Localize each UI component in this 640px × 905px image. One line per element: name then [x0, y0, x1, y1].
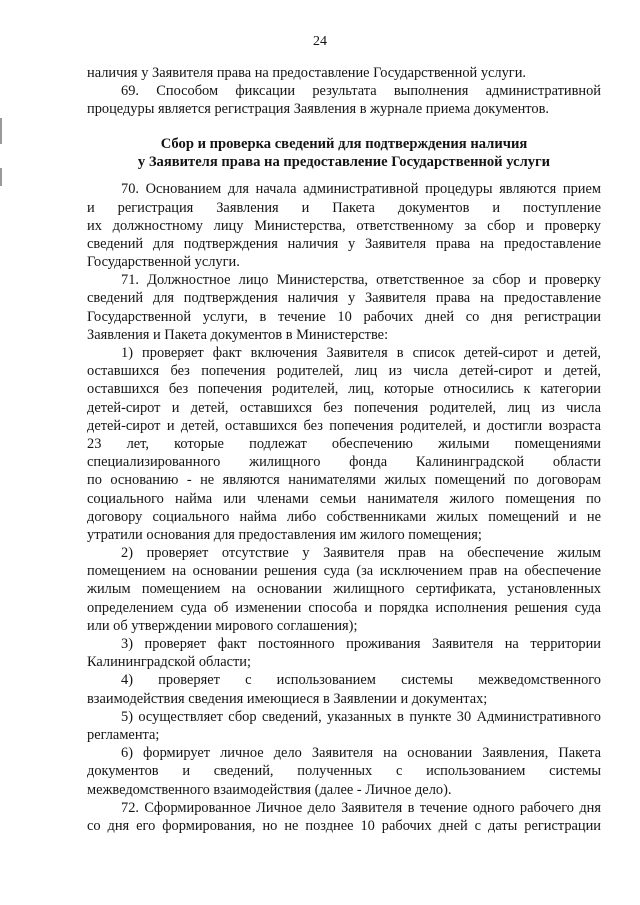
paragraph-line: специализированного жилищного фонда Калининградской области — [87, 454, 601, 471]
section-heading: Сбор и проверка сведений для подтверждения наличия — [160, 135, 528, 152]
paragraph-line: Государственной услуги. — [87, 254, 240, 271]
paragraph-line: со дня его формирования, но не позднее 10 рабочих дней с даты регистрации — [87, 817, 601, 834]
paragraph-line: жилым помещением на основании жилищного сертификата, установленных — [87, 581, 601, 598]
paragraph-line: документов и сведений, полученных с использованием системы — [87, 763, 601, 780]
paragraph-line: Калининградской области; — [87, 654, 251, 671]
paragraph-line: Государственной услуги, в течение 10 рабочих дней со дня регистрации — [87, 308, 601, 325]
paragraph-line: сведений для подтверждения наличия у Заявителя права на предоставление — [87, 235, 601, 252]
paragraph-line: определением суда об изменении способа и порядка исполнения решения суда — [87, 599, 601, 616]
paragraph-line: сведений для подтверждения наличия у Заявителя права на предоставление — [87, 290, 601, 307]
scan-margin-mark — [0, 118, 2, 144]
paragraph-line: помещением на основании решения суда (за исключением прав на обеспечение — [87, 563, 601, 580]
paragraph-line: Заявления и Пакета документов в Министерстве: — [87, 326, 389, 343]
paragraph-line: детей-сирот и детей, оставшихся без попечения родителей, лиц из числа — [87, 399, 601, 416]
paragraph-line: и регистрация Заявления и Пакета документов и поступление — [87, 199, 601, 216]
paragraph-line: социального найма или членами семьи нанимателя жилого помещения по — [87, 490, 601, 507]
scan-margin-mark — [0, 168, 2, 186]
paragraph-line: наличия у Заявителя права на предоставление Государственной услуги. — [87, 65, 526, 81]
paragraph-line: 1) проверяет факт включения Заявителя в список детей-сирот и детей, — [121, 345, 601, 362]
paragraph-line: утратили основания для предоставления им жилого помещения; — [87, 526, 482, 543]
document-body — [87, 64, 601, 835]
paragraph-line: договору социального найма либо собственниками жилых помещений и не — [87, 508, 601, 525]
paragraph-line: 70. Основанием для начала административной процедуры являются прием — [121, 181, 601, 198]
paragraph-line: межведомственного взаимодействия (далее - Личное дело). — [87, 781, 452, 798]
paragraph-line: по основанию - не являются нанимателями жилых помещений по договорам — [87, 472, 601, 489]
paragraph-line: процедуры является регистрация Заявления в журнале приема документов. — [87, 101, 549, 118]
paragraph-line: 4) проверяет с использованием системы межведомственного — [121, 672, 601, 689]
paragraph-line: оставшихся без попечения родителей, лиц из числа детей-сирот и детей, — [87, 363, 601, 380]
paragraph-line: 72. Сформированное Личное дело Заявителя в течение одного рабочего дня — [121, 799, 601, 816]
paragraph-line: регламента; — [87, 726, 160, 743]
paragraph-line: детей-сирот и детей, оставшихся без попечения родителей, и достигли возраста — [87, 417, 601, 434]
paragraph-line: 69. Способом фиксации результата выполнения административной — [121, 83, 601, 100]
paragraph-line: 5) осуществляет сбор сведений, указанных в пункте 30 Административного — [121, 708, 601, 725]
paragraph-line: 71. Должностное лицо Министерства, ответственное за сбор и проверку — [121, 272, 601, 289]
paragraph-line: 2) проверяет отсутствие у Заявителя прав на обеспечение жилым — [121, 545, 601, 562]
paragraph-line: или об утверждении мирового соглашения); — [87, 617, 358, 634]
paragraph-line: оставшихся без попечения родителей, лиц, которые относились к категории — [87, 381, 601, 398]
paragraph-line: 3) проверяет факт постоянного проживания Заявителя на территории — [121, 636, 601, 653]
section-heading: у Заявителя права на предоставление Государственной услуги — [137, 153, 551, 170]
paragraph-line: взаимодействия сведения имеющиеся в Заявлении и документах; — [87, 690, 488, 707]
paragraph-line: 23 лет, которые подлежат обеспечению жилыми помещениями — [87, 435, 601, 452]
paragraph-line: их должностному лицу Министерства, ответственному за сбор и проверку — [87, 217, 601, 234]
paragraph-line: 6) формирует личное дело Заявителя на основании Заявления, Пакета — [121, 745, 601, 762]
page-number: 24 — [313, 34, 327, 49]
